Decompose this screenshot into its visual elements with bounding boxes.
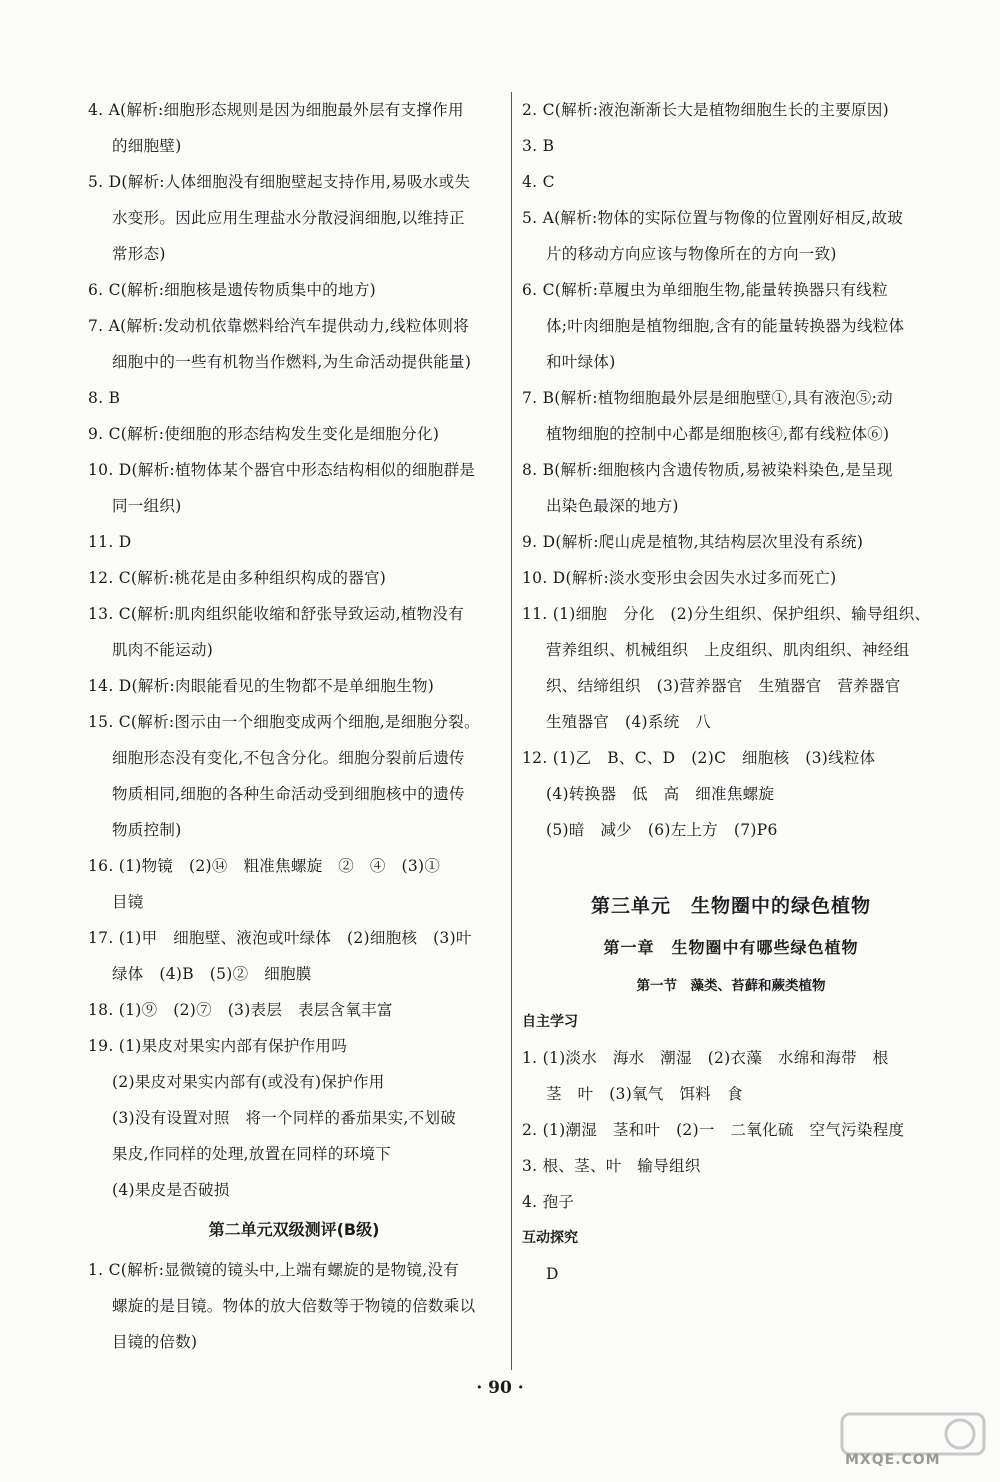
answer-line: 营养组织、机械组织 上皮组织、肌肉组织、神经组 <box>546 641 910 659</box>
answer-line: (4)果皮是否破损 <box>112 1181 230 1199</box>
answer-line: 18. (1)⑨ (2)⑦ (3)表层 表层含氧丰富 <box>88 1001 393 1019</box>
unit-heading: 第三单元 生物圈中的绿色植物 <box>590 895 871 917</box>
answer-line: 生殖器官 (4)系统 八 <box>546 713 712 731</box>
watermark-text: MXQE.COM <box>845 1452 941 1468</box>
answer-line: (3)没有设置对照 将一个同样的番茄果实,不划破 <box>112 1109 457 1127</box>
answer-line: 5. D(解析:人体细胞没有细胞壁起支持作用,易吸水或失 <box>88 173 471 191</box>
page-number: · 90 · <box>476 1378 524 1398</box>
answer-line: (4)转换器 低 高 细准焦螺旋 <box>546 785 775 803</box>
answer-line: 果皮,作同样的处理,放置在同样的环境下 <box>112 1145 392 1163</box>
right-column <box>522 92 940 1292</box>
answer-line: 11. D <box>88 533 132 551</box>
answer-line: 4. C <box>522 173 555 191</box>
answer-line: 织、结缔组织 (3)营养器官 生殖器官 营养器官 <box>546 677 901 695</box>
section-heading: 第一节 藻类、苔藓和蕨类植物 <box>636 978 826 994</box>
answer-line: 茎 叶 (3)氧气 饵料 食 <box>546 1085 743 1103</box>
answer-line: 和叶绿体) <box>546 353 616 371</box>
answer-line: 物质相同,细胞的各种生命活动受到细胞核中的遗传 <box>112 785 465 803</box>
answer-line: 常形态) <box>112 245 166 263</box>
answer-line: 6. C(解析:草履虫为单细胞生物,能量转换器只有线粒 <box>522 281 888 299</box>
answer-line: 12. C(解析:桃花是由多种组织构成的器官) <box>88 569 387 587</box>
answer-line: 出染色最深的地方) <box>546 497 679 515</box>
answer-line: 5. A(解析:物体的实际位置与物像的位置刚好相反,故玻 <box>522 209 904 227</box>
answer-line: 体;叶肉细胞是植物细胞,含有的能量转换器为线粒体 <box>546 317 905 335</box>
answer-line: 植物细胞的控制中心都是细胞核④,都有线粒体⑥) <box>546 425 890 443</box>
answer-line: 物质控制) <box>112 821 182 839</box>
answer-line: 8. B(解析:细胞核内含遗传物质,易被染料染色,是呈现 <box>522 461 893 479</box>
self-study-heading: 自主学习 <box>522 1014 578 1030</box>
answer-line: 14. D(解析:肉眼能看见的生物都不是单细胞生物) <box>88 677 435 695</box>
answer-line: 的细胞壁) <box>112 137 182 155</box>
answer-line: 2. (1)潮湿 茎和叶 (2)一 二氧化硫 空气污染程度 <box>522 1121 905 1139</box>
answer-line: D <box>546 1265 559 1283</box>
left-answer-list-after <box>88 1252 500 1360</box>
interactive-heading: 互动探究 <box>522 1230 578 1246</box>
answer-line: 9. C(解析:使细胞的形态结构发生变化是细胞分化) <box>88 425 440 443</box>
left-column <box>88 92 500 1360</box>
answer-line: 3. 根、茎、叶 输导组织 <box>522 1157 701 1175</box>
answer-line: 7. B(解析:植物细胞最外层是细胞壁①,具有液泡⑤;动 <box>522 389 893 407</box>
answer-line: 水变形。因此应用生理盐水分散浸润细胞,以维持正 <box>112 209 465 227</box>
answer-line: (2)果皮对果实内部有(或没有)保护作用 <box>112 1073 385 1091</box>
answer-line: 19. (1)果皮对果实内部有保护作用吗 <box>88 1037 348 1055</box>
answer-line: 9. D(解析:爬山虎是植物,其结构层次里没有系统) <box>522 533 864 551</box>
chapter-heading: 第一章 生物圈中有哪些绿色植物 <box>603 938 859 957</box>
answer-line: 10. D(解析:淡水变形虫会因失水过多而死亡) <box>522 569 837 587</box>
spacer <box>522 848 940 884</box>
answer-line: 细胞中的一些有机物当作燃料,为生命活动提供能量) <box>112 353 472 371</box>
answer-line: 目镜 <box>112 893 144 911</box>
answer-line: 15. C(解析:图示由一个细胞变成两个细胞,是细胞分裂。 <box>88 713 480 731</box>
left-answer-list <box>88 92 500 1208</box>
column-divider <box>511 92 512 1370</box>
answer-line: 1. (1)淡水 海水 潮湿 (2)衣藻 水绵和海带 根 <box>522 1049 889 1067</box>
answer-line: 4. A(解析:细胞形态规则是因为细胞最外层有支撑作用 <box>88 101 464 119</box>
answer-line: 11. (1)细胞 分化 (2)分生组织、保护组织、输导组织、 <box>522 605 931 623</box>
answer-line: 3. B <box>522 137 555 155</box>
answer-line: 2. C(解析:液泡渐渐长大是植物细胞生长的主要原因) <box>522 101 889 119</box>
answer-line: 1. C(解析:显微镜的镜头中,上端有螺旋的是物镜,没有 <box>88 1261 460 1279</box>
interactive-list <box>522 1256 940 1292</box>
answer-line: 4. 孢子 <box>522 1193 575 1211</box>
answer-line: 7. A(解析:发动机依靠燃料给汽车提供动力,线粒体则将 <box>88 317 470 335</box>
answer-line: 8. B <box>88 389 121 407</box>
right-answer-list <box>522 92 940 848</box>
answer-line: 目镜的倍数) <box>112 1333 198 1351</box>
test-heading: 第二单元双级测评(B级) <box>208 1220 380 1239</box>
answer-line: 10. D(解析:植物体某个器官中形态结构相似的细胞群是 <box>88 461 476 479</box>
answer-line: 16. (1)物镜 (2)⑭ 粗准焦螺旋 ② ④ (3)① <box>88 857 441 875</box>
answer-line: 同一组织) <box>112 497 182 515</box>
answer-line: 螺旋的是目镜。物体的放大倍数等于物镜的倍数乘以 <box>112 1297 476 1315</box>
answer-line: 绿体 (4)B (5)② 细胞膜 <box>112 965 312 983</box>
answer-line: 12. (1)乙 B、C、D (2)C 细胞核 (3)线粒体 <box>522 749 876 767</box>
self-study-list <box>522 1040 940 1220</box>
answer-line: 6. C(解析:细胞核是遗传物质集中的地方) <box>88 281 376 299</box>
answer-line: 片的移动方向应该与物像所在的方向一致) <box>546 245 837 263</box>
answer-line: 13. C(解析:肌肉组织能收缩和舒张导致运动,植物没有 <box>88 605 465 623</box>
answer-line: 17. (1)甲 细胞壁、液泡或叶绿体 (2)细胞核 (3)叶 <box>88 929 472 947</box>
answer-line: (5)暗 减少 (6)左上方 (7)P6 <box>546 821 778 839</box>
answer-line: 肌肉不能运动) <box>112 641 214 659</box>
answer-line: 细胞形态没有变化,不包含分化。细胞分裂前后遗传 <box>112 749 465 767</box>
